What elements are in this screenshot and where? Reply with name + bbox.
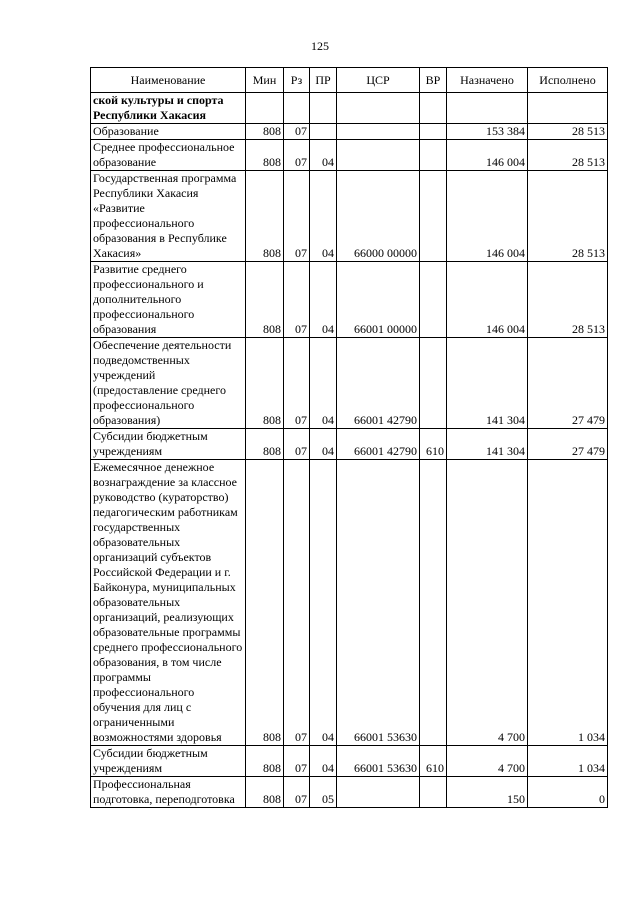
row-assigned: 146 004 bbox=[447, 171, 528, 262]
page-number: 125 bbox=[311, 39, 329, 53]
row-pr: 04 bbox=[310, 746, 337, 777]
row-assigned: 141 304 bbox=[447, 338, 528, 429]
row-min: 808 bbox=[246, 140, 284, 171]
row-name: Образование bbox=[91, 124, 246, 140]
row-vr bbox=[420, 140, 447, 171]
header-assigned: Назначено bbox=[447, 68, 528, 93]
row-min: 808 bbox=[246, 124, 284, 140]
row-rz: 07 bbox=[284, 338, 310, 429]
table-row bbox=[91, 262, 608, 338]
table-row bbox=[91, 460, 608, 746]
row-name: Государственная программа Республики Хакасия «Развитие профессионального образования в Республике Хакасия» bbox=[91, 171, 246, 262]
row-rz: 07 bbox=[284, 460, 310, 746]
row-assigned: 146 004 bbox=[447, 140, 528, 171]
row-rz: 07 bbox=[284, 262, 310, 338]
row-assigned: 153 384 bbox=[447, 124, 528, 140]
row-rz: 07 bbox=[284, 429, 310, 460]
row-executed: 28 513 bbox=[528, 262, 608, 338]
row-vr: 610 bbox=[420, 746, 447, 777]
row-assigned: 4 700 bbox=[447, 460, 528, 746]
row-name: Среднее профессиональное образование bbox=[91, 140, 246, 171]
row-pr: 04 bbox=[310, 171, 337, 262]
row-executed bbox=[528, 93, 608, 124]
row-min: 808 bbox=[246, 171, 284, 262]
row-vr bbox=[420, 460, 447, 746]
header-vr: ВР bbox=[420, 68, 447, 93]
table-row bbox=[91, 429, 608, 460]
row-min: 808 bbox=[246, 777, 284, 808]
row-name: Субсидии бюджетным учреждениям bbox=[91, 746, 246, 777]
row-rz: 07 bbox=[284, 777, 310, 808]
header-min: Мин bbox=[246, 68, 284, 93]
header-name: Наименование bbox=[91, 68, 246, 93]
row-vr bbox=[420, 171, 447, 262]
row-rz: 07 bbox=[284, 171, 310, 262]
row-min: 808 bbox=[246, 338, 284, 429]
table-row bbox=[91, 93, 608, 124]
table-row bbox=[91, 338, 608, 429]
header-row bbox=[91, 68, 608, 93]
row-csr bbox=[337, 777, 420, 808]
row-name: Обеспечение деятельности подведомственных учреждений (предоставление среднего профессионального образования) bbox=[91, 338, 246, 429]
row-assigned: 150 bbox=[447, 777, 528, 808]
header-executed: Исполнено bbox=[528, 68, 608, 93]
row-rz bbox=[284, 93, 310, 124]
row-executed: 27 479 bbox=[528, 429, 608, 460]
table-row bbox=[91, 140, 608, 171]
row-pr: 04 bbox=[310, 338, 337, 429]
row-min: 808 bbox=[246, 429, 284, 460]
row-rz: 07 bbox=[284, 140, 310, 171]
row-pr: 04 bbox=[310, 460, 337, 746]
row-assigned: 141 304 bbox=[447, 429, 528, 460]
row-csr: 66001 53630 bbox=[337, 460, 420, 746]
row-min: 808 bbox=[246, 262, 284, 338]
row-pr: 05 bbox=[310, 777, 337, 808]
row-name: Профессиональная подготовка, переподготовка bbox=[91, 777, 246, 808]
row-name: Субсидии бюджетным учреждениям bbox=[91, 429, 246, 460]
row-assigned bbox=[447, 93, 528, 124]
budget-table bbox=[90, 67, 608, 808]
row-pr bbox=[310, 93, 337, 124]
header-csr: ЦСР bbox=[337, 68, 420, 93]
row-vr bbox=[420, 262, 447, 338]
row-assigned: 146 004 bbox=[447, 262, 528, 338]
row-csr: 66001 53630 bbox=[337, 746, 420, 777]
row-vr bbox=[420, 124, 447, 140]
row-executed: 1 034 bbox=[528, 746, 608, 777]
row-rz: 07 bbox=[284, 746, 310, 777]
table-row bbox=[91, 124, 608, 140]
row-min: 808 bbox=[246, 460, 284, 746]
row-min bbox=[246, 93, 284, 124]
row-vr bbox=[420, 93, 447, 124]
header-pr: ПР bbox=[310, 68, 337, 93]
row-min: 808 bbox=[246, 746, 284, 777]
row-pr: 04 bbox=[310, 140, 337, 171]
row-csr bbox=[337, 93, 420, 124]
table-row bbox=[91, 171, 608, 262]
row-csr: 66001 42790 bbox=[337, 338, 420, 429]
row-csr bbox=[337, 124, 420, 140]
row-csr: 66001 00000 bbox=[337, 262, 420, 338]
row-pr bbox=[310, 124, 337, 140]
row-csr bbox=[337, 140, 420, 171]
row-executed: 1 034 bbox=[528, 460, 608, 746]
row-pr: 04 bbox=[310, 429, 337, 460]
row-executed: 28 513 bbox=[528, 124, 608, 140]
row-name: Развитие среднего профессионального и дополнительного профессионального образования bbox=[91, 262, 246, 338]
row-executed: 0 bbox=[528, 777, 608, 808]
row-assigned: 4 700 bbox=[447, 746, 528, 777]
row-executed: 28 513 bbox=[528, 171, 608, 262]
table-row bbox=[91, 777, 608, 808]
row-pr: 04 bbox=[310, 262, 337, 338]
row-csr: 66000 00000 bbox=[337, 171, 420, 262]
row-name: ской культуры и спорта Республики Хакасия bbox=[91, 93, 246, 124]
row-vr: 610 bbox=[420, 429, 447, 460]
row-executed: 28 513 bbox=[528, 140, 608, 171]
row-name: Ежемесячное денежное вознаграждение за классное руководство (кураторство) педагогическим работникам государственных образовательных организаций субъектов Российской Федерации и г. Байконура, муниципальных образовательных организаций, реализующих образовательные программы среднего профессионального образования, в том числе программы профессионального обучения для лиц с ограниченными возможностями здоровья bbox=[91, 460, 246, 746]
row-executed: 27 479 bbox=[528, 338, 608, 429]
row-vr bbox=[420, 338, 447, 429]
row-rz: 07 bbox=[284, 124, 310, 140]
header-rz: Рз bbox=[284, 68, 310, 93]
row-csr: 66001 42790 bbox=[337, 429, 420, 460]
row-vr bbox=[420, 777, 447, 808]
table-row bbox=[91, 746, 608, 777]
